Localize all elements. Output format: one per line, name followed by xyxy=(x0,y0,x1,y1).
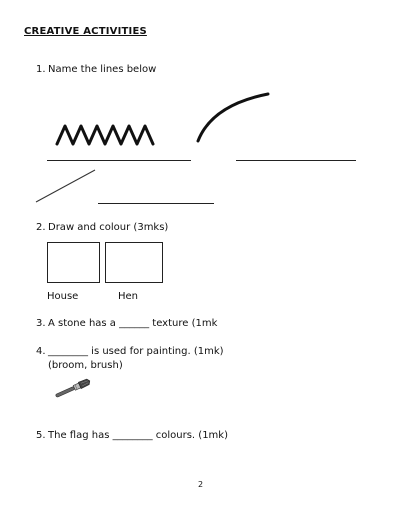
question-2-number: 2. xyxy=(36,222,46,233)
question-5-number: 5. xyxy=(36,430,46,441)
question-1-number: 1. xyxy=(36,64,46,75)
hen-label: Hen xyxy=(118,291,139,302)
question-5-text: The flag has ________ colours. (1mk) xyxy=(48,430,228,441)
question-4-number: 4. xyxy=(36,346,46,357)
question-3-number: 3. xyxy=(36,318,46,329)
house-label: House xyxy=(47,291,79,302)
question-4-options: (broom, brush) xyxy=(48,360,123,371)
question-3-text: A stone has a ______ texture (1mk xyxy=(48,318,218,329)
page-title: CREATIVE ACTIVITIES xyxy=(24,26,147,37)
question-2-text: Draw and colour (3mks) xyxy=(48,222,169,233)
page-number: 2 xyxy=(198,480,204,489)
question-4-text: ________ is used for painting. (1mk) xyxy=(48,346,224,357)
question-1-text: Name the lines below xyxy=(48,64,157,75)
